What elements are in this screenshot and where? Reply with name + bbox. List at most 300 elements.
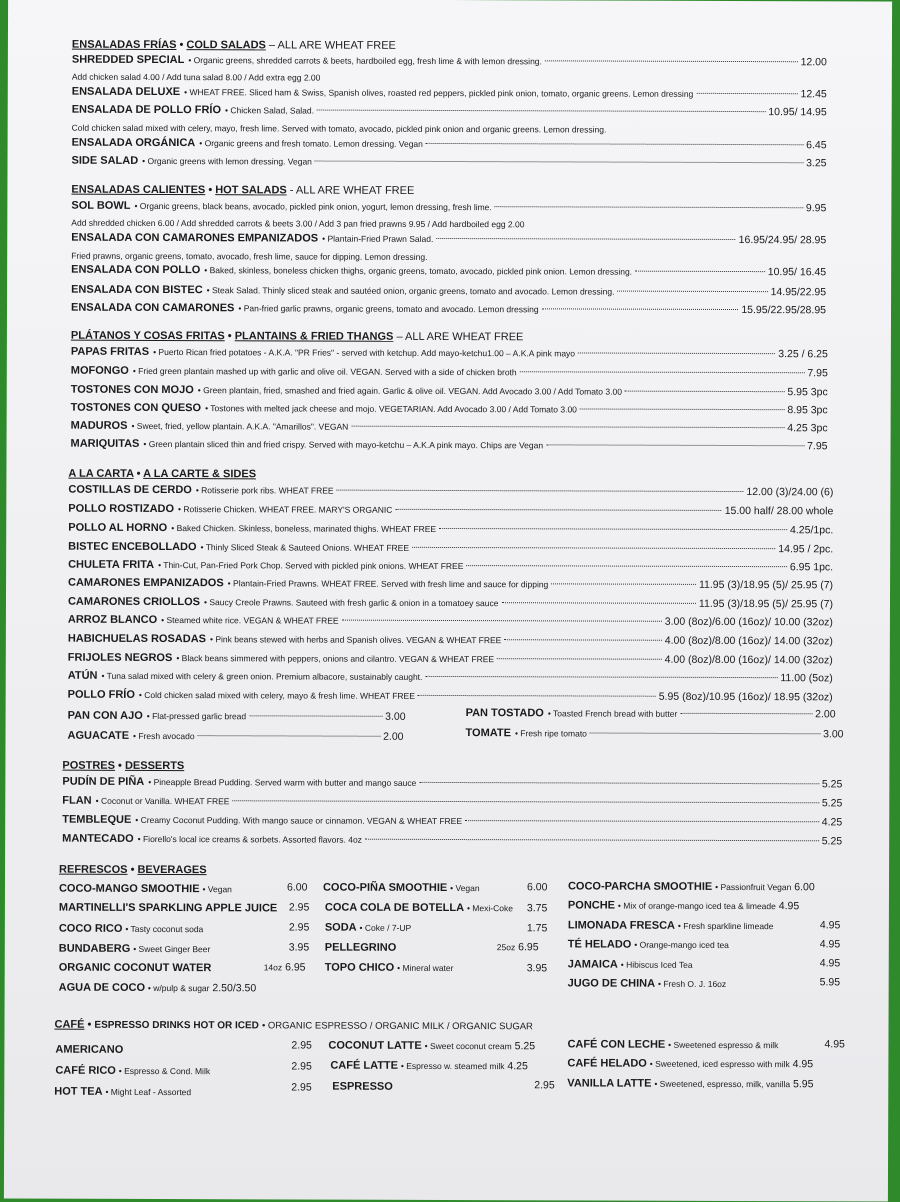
item-desc: • Pineapple Bread Pudding. Served warm with butter and mango sauce — [148, 776, 417, 788]
item-name: HABICHUELAS ROSADAS — [67, 632, 207, 646]
section-note: • ORGANIC ESPRESSO / ORGANIC MILK / ORGANIC SUGAR — [261, 1020, 533, 1033]
item-desc: • Rotisserie pork ribs. WHEAT FREE — [195, 485, 334, 496]
item-price: 4.25 — [507, 1060, 528, 1073]
item-price: 10.95/ 16.45 — [767, 266, 827, 279]
item-desc: • Passionfruit Vegan — [715, 881, 792, 893]
section-header-cold-salads: ENSALADAS FRÍAS • COLD SALADS – ALL ARE WHEAT FREE — [71, 38, 396, 52]
leader-dots — [635, 271, 765, 272]
item-desc: • Vegan — [202, 884, 232, 895]
item-name: SIDE SALAD — [71, 154, 139, 167]
leader-dots — [497, 658, 662, 660]
menu-page — [4, 0, 892, 1202]
cafe-item — [332, 1081, 393, 1093]
item-desc: • Green plantain, fried, smashed and fried again. Garlic & olive oil. VEGAN. Add Avocado 3.00 / Add Tomato 3.00 — [197, 385, 622, 397]
cafe-item — [55, 1065, 210, 1078]
item-name: ATÚN — [67, 669, 98, 682]
menu-item — [72, 137, 827, 152]
item-name: MARIQUITAS — [70, 437, 140, 450]
item-name: COCA COLA DE BOTELLA — [324, 901, 465, 915]
cafe-item — [330, 1060, 528, 1073]
item-desc: • Sweetened, espresso, milk, vanilla — [654, 1078, 791, 1090]
leader-dots — [412, 547, 775, 549]
item-price: 9.95 — [805, 202, 827, 215]
item-desc: • Organic greens, black beans, avocado, pickled pink onion, yogurt, lemon dressing, fresh lime. — [134, 200, 492, 213]
item-price: 4.00 (8oz)/8.00 (16oz)/ 14.00 (32oz) — [664, 653, 833, 667]
beverage-item — [59, 883, 232, 896]
leader-dots — [315, 161, 803, 164]
leader-dots — [625, 391, 785, 393]
menu-item — [466, 707, 836, 720]
item-price: 2.50/3.50 — [212, 982, 257, 995]
item-price: 7.95 — [807, 367, 828, 380]
item-price: 15.95/22.95/28.95 — [741, 304, 827, 317]
item-price: 2.95 — [288, 901, 310, 914]
item-name: JUGO DE CHINA — [567, 977, 656, 990]
item-price: 3.75 — [526, 902, 548, 915]
leader-dots — [342, 620, 662, 622]
item-desc: • Toasted French bread with butter — [547, 708, 678, 719]
menu-item — [68, 522, 833, 537]
item-price: 11.95 (3)/18.95 (5)/ 25.95 (7) — [698, 597, 834, 611]
menu-item — [68, 614, 833, 629]
item-name: SODA — [324, 921, 357, 934]
item-price: 3.00 (8oz)/6.00 (16oz)/ 10.00 (32oz) — [664, 615, 833, 629]
item-desc: • Fresh avocado — [133, 730, 195, 742]
item-name: MARTINELLI'S SPARKLING APPLE JUICE — [58, 901, 278, 915]
section-note: - ALL ARE WHEAT FREE — [289, 184, 415, 197]
section-header-beverages: REFRESCOS • BEVERAGES — [59, 863, 207, 877]
item-name: PONCHE — [567, 899, 616, 912]
item-price: 4.00 (8oz)/8.00 (16oz)/ 14.00 (32oz) — [664, 634, 833, 648]
item-name: ENSALADA CON CAMARONES EMPANIZADOS — [71, 231, 319, 245]
item-desc: • Green plantain sliced thin and fried crispy. Served with mayo-ketchu – A.K.A pink mayo. Chips are Vegan — [143, 438, 544, 451]
item-price: 4.95 — [819, 957, 841, 970]
beverage-item — [325, 962, 454, 974]
item-price: 2.95 — [534, 1079, 555, 1092]
item-price: 11.95 (3)/18.95 (5)/ 25.95 (7) — [698, 578, 834, 592]
menu-item — [68, 689, 833, 704]
item-price: 10.95/ 14.95 — [768, 106, 827, 119]
cafe-item — [567, 1057, 813, 1070]
item-name: ESPRESSO — [332, 1080, 393, 1093]
leader-dots — [232, 800, 818, 803]
beverage-item — [59, 962, 212, 975]
item-name: PAN TOSTADO — [465, 707, 544, 720]
leader-dots — [501, 602, 695, 604]
item-desc: • Orange-mango iced tea — [634, 939, 729, 950]
item-price: 2.95 — [291, 1081, 312, 1094]
menu-item — [71, 438, 828, 453]
item-name: LIMONADA FRESCA — [567, 919, 676, 932]
item-name: CAFÉ RICO — [55, 1064, 116, 1077]
leader-dots — [439, 528, 787, 530]
leader-dots — [520, 371, 805, 373]
add-ons-note: Add chicken salad 4.00 / Add tuna salad 8.00 / Add extra egg 2.00 — [71, 71, 321, 83]
section-header-desserts: POSTRES • DESSERTS — [62, 759, 185, 773]
item-name: ENSALADA ORGÁNICA — [71, 136, 196, 150]
leader-dots — [551, 583, 696, 585]
item-name: CAMARONES CRIOLLOS — [67, 595, 201, 609]
item-price: 5.25 — [514, 1040, 536, 1053]
item-name: TOPO CHICO — [324, 961, 395, 974]
cafe-item — [54, 1086, 191, 1098]
item-desc: • Chicken Salad, Salad. — [225, 105, 315, 116]
item-name: POLLO AL HORNO — [68, 521, 168, 535]
leader-dots — [680, 713, 812, 714]
leader-dots — [198, 735, 380, 737]
item-name: ARROZ BLANCO — [67, 613, 158, 626]
item-name: PUDÍN DE PIÑA — [62, 775, 145, 788]
item-price: 2.95 — [291, 1060, 312, 1073]
beverage-item — [568, 899, 799, 912]
item-desc: • Steamed white rice. VEGAN & WHEAT FREE — [161, 614, 339, 626]
section-title-es: CAFÉ — [54, 1018, 85, 1031]
leader-dots — [317, 110, 765, 113]
section-header-plantains: PLÁTANOS Y COSAS FRITAS • PLANTAINS & FRIED THANGS – ALL ARE WHEAT FREE — [70, 329, 524, 344]
item-price: 6.95 1pc. — [789, 561, 834, 574]
item-name: ORGANIC COCONUT WATER — [58, 961, 212, 975]
item-name: BISTEC ENCEBOLLADO — [68, 540, 197, 554]
item-price: 3.95 — [288, 941, 310, 954]
item-desc: • Organic greens with lemon dressing. Vegan — [142, 155, 312, 167]
item-desc: • Plantain-Fried Prawns. WHEAT FREE. Served with fresh lime and sauce for dipping — [227, 578, 549, 590]
item-desc: • Fried green plantain mashed up with garlic and olive oil. VEGAN. Served with a side of chicken broth — [132, 365, 517, 378]
menu-item — [62, 776, 842, 791]
item-desc: • Flat-pressed garlic bread — [146, 710, 247, 722]
item-name: ENSALADA DELUXE — [71, 85, 181, 99]
item-name: VANILLA LATTE — [567, 1077, 652, 1090]
item-size: 14oz — [263, 962, 283, 973]
leader-dots — [425, 676, 777, 678]
section-header-a-la-carta: A LA CARTA • A LA CARTE & SIDES — [68, 467, 257, 481]
menu-item — [71, 365, 828, 380]
item-desc: • Baked, skinless, boneless chicken thighs, organic greens, tomato, avocado, pickled pink onion. Lemon dressing. — [204, 265, 633, 277]
item-desc: • Plantain-Fried Prawn Salad. — [322, 233, 434, 244]
beverage-item — [59, 943, 211, 956]
item-desc: • Sweetened, iced espresso with milk — [649, 1058, 790, 1070]
section-note: – ALL ARE WHEAT FREE — [268, 39, 396, 52]
section-title-en: HOT SALADS — [215, 184, 287, 197]
item-desc: • Fiorello's local ice creams & sorbets. Assorted flavors. 4oz — [137, 833, 362, 845]
item-price: 1.75 — [526, 922, 548, 935]
item-price: 6.00 — [794, 881, 815, 894]
item-price: 2.00 — [815, 708, 836, 721]
menu-item — [72, 54, 827, 69]
section-title-en: BEVERAGES — [137, 863, 207, 877]
item-name: TÉ HELADO — [567, 938, 632, 951]
item-name: AGUACATE — [67, 729, 130, 742]
section-title-es: ENSALADAS CALIENTES — [71, 183, 206, 197]
item-name: SOL BOWL — [71, 199, 131, 212]
item-desc: • w/pulp & sugar — [147, 982, 210, 994]
item-price: 12.45 — [800, 88, 827, 101]
leader-dots — [617, 291, 767, 293]
menu-item — [68, 633, 833, 648]
menu-item — [68, 559, 833, 574]
cafe-item — [567, 1038, 778, 1051]
item-price: 4.95 — [778, 900, 800, 913]
item-price: 4.25 — [821, 816, 843, 829]
item-desc: • Organic greens, shredded carrots & beets, hardboiled egg, fresh lime & with lemon dressing. — [188, 55, 542, 67]
item-price: 5.95 (8oz)/10.95 (16oz)/ 18.95 (32oz) — [658, 690, 833, 704]
item-desc: • Sweet coconut cream — [424, 1040, 512, 1052]
menu-item — [71, 302, 826, 317]
add-ons-note: Add shredded chicken 6.00 / Add shredded carrots & beets 3.00 / Add 3 pan fried prawns 9.95 / Add hardboiled egg 2.00 — [71, 217, 525, 230]
item-price: 4.25/1pc. — [790, 524, 834, 537]
item-price: 3.25 / 6.25 — [778, 348, 828, 361]
item-name: TOMATE — [465, 727, 511, 740]
item-desc: • Coconut or Vanilla. WHEAT FREE — [95, 795, 230, 807]
menu-item — [68, 596, 833, 611]
item-name: COCO-PIÑA SMOOTHIE — [322, 881, 448, 894]
menu-item — [68, 730, 404, 743]
section-title-en: COLD SALADS — [186, 39, 266, 52]
item-name: HOT TEA — [54, 1085, 103, 1098]
section-title-en: DESSERTS — [124, 759, 185, 773]
menu-item — [71, 346, 828, 361]
item-desc: • Thinly Sliced Steak & Sauteed Onions. WHEAT FREE — [200, 542, 410, 553]
leader-dots — [426, 143, 803, 145]
item-price: 3.95 — [526, 962, 548, 975]
leader-dots — [365, 839, 819, 842]
item-name: CAFÉ HELADO — [567, 1057, 647, 1070]
item-price: 14.95 / 2pc. — [778, 543, 834, 556]
item-price: 6.00 — [286, 881, 308, 894]
beverage-price-group — [497, 941, 539, 953]
item-price: 5.25 — [821, 835, 843, 848]
item-price: 3.25 — [806, 157, 827, 170]
menu-item — [62, 833, 842, 848]
item-desc: • Coke / 7-UP — [359, 922, 412, 933]
section-note: – ALL ARE WHEAT FREE — [396, 330, 524, 344]
item-name: COCONUT LATTE — [328, 1039, 422, 1052]
item-desc: • Creamy Coconut Pudding. With mango sauce or cinnamon. VEGAN & WHEAT FREE — [135, 814, 463, 827]
item-price: 15.00 half/ 28.00 whole — [724, 504, 834, 518]
beverage-item — [59, 902, 277, 915]
menu-item — [68, 503, 833, 518]
item-desc: • Vegan — [450, 883, 480, 894]
section-title-es: POSTRES — [62, 759, 116, 772]
leader-dots — [495, 206, 803, 208]
item-price: 14.95/22.95 — [770, 286, 827, 299]
item-desc: • Cold chicken salad mixed with celery, mayo & fresh lime. WHEAT FREE — [138, 689, 415, 701]
item-desc: • Thin-Cut, Pan-Fried Pork Chop. Served with pickled pink onions. WHEAT FREE — [158, 559, 464, 572]
item-name: CHULETA FRITA — [68, 558, 155, 571]
item-name: PAN CON AJO — [67, 709, 143, 722]
leader-dots — [395, 509, 721, 511]
menu-item — [71, 420, 828, 435]
menu-item — [68, 577, 833, 592]
item-price: 5.95 — [819, 976, 841, 989]
leader-dots — [465, 820, 819, 822]
item-desc: • Pan-fried garlic prawns, organic greens, tomato and avocado. Lemon dressing — [238, 303, 539, 315]
leader-dots — [436, 238, 735, 240]
item-price: 7.95 — [807, 440, 828, 453]
section-title-es: PLÁTANOS Y COSAS FRITAS — [70, 329, 225, 343]
section-title-en: PLANTAINS & FRIED THANGS — [234, 330, 394, 343]
item-price: 16.95/24.95/ 28.95 — [738, 234, 827, 247]
section-title-en: ESPRESSO DRINKS HOT OR ICED — [94, 1019, 259, 1032]
item-name: POLLO ROSTIZADO — [68, 502, 175, 516]
menu-item — [466, 727, 844, 740]
leader-dots — [580, 408, 784, 410]
menu-item — [71, 402, 828, 417]
section-header-hot-salads: ENSALADAS CALIENTES • HOT SALADS - ALL ARE WHEAT FREE — [71, 183, 415, 197]
beverage-item — [325, 902, 513, 915]
item-price: 5.95 3pc — [787, 386, 828, 399]
item-name: COCO RICO — [58, 922, 123, 935]
item-desc: • Steak Salad. Thinly sliced steak and sautéed onion, organic greens, tomato and avocado. Lemon dressing. — [206, 285, 615, 297]
leader-dots — [545, 60, 798, 62]
item-name: PELLEGRINO — [324, 941, 397, 954]
menu-item — [71, 264, 826, 279]
item-name: TOSTONES CON QUESO — [70, 401, 202, 415]
item-desc: • Sweet Ginger Beer — [133, 943, 211, 955]
menu-item — [62, 814, 842, 829]
section-header-cafe: CAFÉ • ESPRESSO DRINKS HOT OR ICED • ORGANIC ESPRESSO / ORGANIC MILK / ORGANIC SUGAR — [54, 1018, 533, 1033]
item-price: 2.95 — [288, 921, 310, 934]
leader-dots — [351, 426, 784, 429]
item-name: COCO-MANGO SMOOTHIE — [58, 882, 200, 896]
item-name: POLLO FRÍO — [67, 688, 135, 701]
beverage-item — [325, 922, 411, 934]
item-name: COCO-PARCHA SMOOTHIE — [567, 880, 713, 893]
menu-item — [68, 541, 833, 556]
item-price: 12.00 — [800, 56, 827, 69]
item-name: MOFONGO — [70, 364, 129, 377]
beverage-item — [59, 982, 257, 995]
menu-item — [71, 384, 828, 399]
item-desc: • Hibiscus Iced Tea — [620, 959, 693, 970]
leader-dots — [590, 732, 820, 734]
item-name: TOSTONES CON MOJO — [70, 383, 194, 397]
item-price: 5.25 — [821, 778, 843, 791]
item-desc: • Espresso & Cond. Milk — [118, 1065, 211, 1077]
menu-item — [68, 710, 406, 723]
item-desc: • Sweet, fried, yellow plantain. A.K.A. "Amarillos". VEGAN — [131, 420, 349, 432]
beverage-item — [568, 977, 727, 990]
item-desc: • Espresso w. steamed milk — [400, 1060, 505, 1072]
item-price: 6.45 — [806, 139, 827, 152]
item-price: 6.95 — [285, 961, 306, 974]
item-desc: • Mix of orange-mango iced tea & limeade — [617, 900, 776, 912]
item-desc: • Tostones with melted jack cheese and mojo. VEGETARIAN. Add Avocado 3.00 / Add Tomato 3.00 — [205, 403, 577, 415]
menu-item — [71, 232, 826, 247]
item-desc: • Pink beans stewed with herbs and Spanish olives. VEGAN & WHEAT FREE — [209, 634, 502, 646]
item-price: 12.00 (3)/24.00 (6) — [746, 486, 834, 499]
section-title-es: A LA CARTA — [68, 467, 134, 480]
item-detail-note: Cold chicken salad mixed with celery, mayo, fresh lime. Served with tomato, avocado, pickled pink onion and organic greens. Lemon dressing. — [71, 122, 607, 135]
menu-item — [72, 104, 827, 119]
item-name: AMERICANO — [55, 1043, 124, 1056]
item-desc: • Black beans simmered with peppers, onions and cilantro. VEGAN & WHEAT FREE — [176, 653, 495, 665]
leader-dots — [337, 490, 744, 492]
menu-item — [71, 284, 826, 299]
item-price: 4.95 — [819, 919, 841, 932]
item-name: FLAN — [62, 794, 92, 807]
cafe-item — [55, 1044, 123, 1056]
item-price: 5.25 — [821, 797, 843, 810]
item-name: ENSALADA DE POLLO FRÍO — [71, 103, 222, 117]
item-name: COSTILLAS DE CERDO — [68, 483, 192, 497]
item-desc: • Baked Chicken. Skinless, boneless, marinated thighs. WHEAT FREE — [171, 523, 437, 534]
leader-dots — [696, 93, 797, 94]
item-name: CAMARONES EMPANIZADOS — [68, 576, 224, 590]
cafe-item — [567, 1077, 813, 1090]
item-price: 3.00 — [823, 728, 844, 741]
section-title-es: ENSALADAS FRÍAS — [71, 38, 177, 52]
item-desc: • WHEAT FREE. Sliced ham & Swiss, Spanish olives, roasted red peppers, pickled pink onion, tomato, organic greens. Lemon dressing — [184, 87, 694, 99]
item-desc: • Fresh O. J. 16oz — [657, 978, 727, 989]
item-price: 4.95 — [819, 938, 841, 951]
menu-item — [68, 484, 833, 499]
menu-item — [68, 670, 833, 685]
leader-dots — [542, 308, 739, 310]
item-name: ENSALADA CON POLLO — [71, 263, 201, 277]
item-desc: • Mexi-Coke — [466, 903, 513, 914]
section-title-en: A LA CARTE & SIDES — [143, 467, 257, 481]
item-desc: • Might Leaf - Assorted — [105, 1086, 192, 1098]
item-price: 4.95 — [824, 1038, 845, 1051]
menu-item — [71, 200, 826, 215]
leader-dots — [546, 444, 804, 446]
item-name: MADUROS — [70, 419, 128, 432]
leader-dots — [418, 695, 656, 697]
item-detail-note: Fried prawns, organic greens, tomato, avocado, fresh lime, sauce for dipping. Lemon dressing. — [71, 250, 428, 262]
item-desc: • Tuna salad mixed with celery & green onion. Premium albacore, sustainably caught. — [101, 670, 423, 682]
item-desc: • Fresh sparkline limeade — [677, 920, 774, 932]
item-desc: • Puerto Rican fried potatoes - A.K.A. "PR Fries" - served with ketchup. Add mayo-ketchu1.00 – A.K.A pink mayo — [153, 346, 576, 359]
item-price: 2.95 — [291, 1039, 312, 1052]
item-name: BUNDABERG — [58, 942, 131, 955]
item-name: CAFÉ LATTE — [330, 1059, 399, 1072]
beverage-item — [568, 938, 729, 951]
item-name: ENSALADA CON BISTEC — [71, 283, 203, 297]
leader-dots — [419, 782, 819, 784]
item-desc: • Organic greens and fresh tomato. Lemon dressing. Vegan — [199, 138, 423, 149]
item-size: 25oz — [496, 942, 516, 953]
item-name: ENSALADA CON CAMARONES — [70, 301, 235, 315]
item-desc: • Fresh ripe tomato — [514, 728, 587, 739]
leader-dots — [249, 715, 382, 716]
leader-dots — [578, 352, 775, 354]
item-price: 11.00 (5oz) — [780, 672, 833, 685]
beverage-item — [568, 958, 693, 970]
menu-item — [68, 652, 833, 667]
leader-dots — [466, 565, 787, 567]
item-price: 4.25 3pc — [787, 422, 828, 435]
menu-item — [72, 155, 827, 170]
item-price: 6.95 — [518, 941, 539, 954]
item-price: 6.00 — [526, 881, 548, 894]
item-name: MANTECADO — [62, 832, 134, 845]
item-desc: • Rotisserie Chicken. WHEAT FREE. MARY'S ORGANIC — [178, 504, 393, 515]
cafe-item — [328, 1040, 535, 1053]
section-title-es: REFRESCOS — [59, 863, 128, 876]
menu-item — [72, 86, 827, 101]
item-price: 2.00 — [383, 730, 404, 743]
beverage-item — [325, 942, 397, 954]
item-name: CAFÉ CON LECHE — [567, 1038, 666, 1051]
item-price: 5.95 — [792, 1078, 814, 1091]
leader-dots — [504, 639, 661, 641]
item-price: 8.95 3pc — [787, 404, 828, 417]
beverage-item — [568, 880, 815, 893]
beverage-price-group — [264, 961, 306, 973]
item-name: AGUA DE COCO — [58, 981, 146, 994]
item-name: JAMAICA — [567, 958, 618, 971]
menu-item — [62, 795, 842, 810]
